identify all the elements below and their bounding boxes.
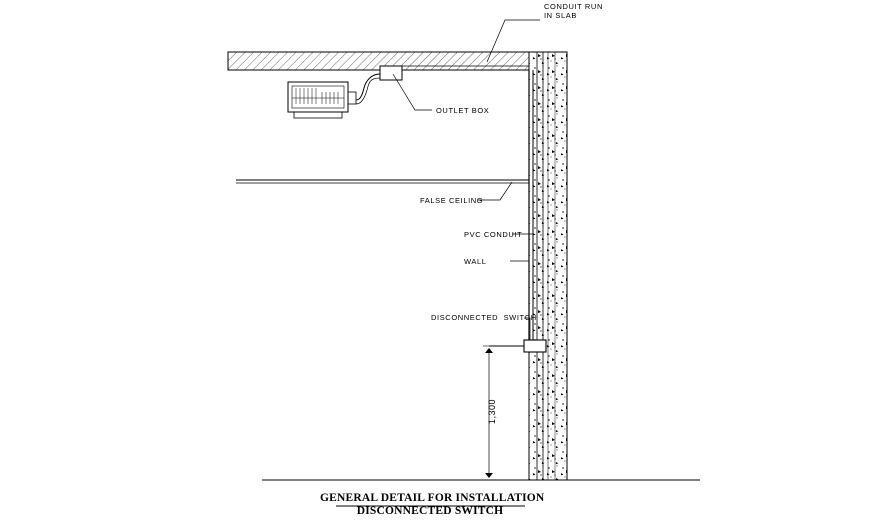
flexible-conduit-whip bbox=[356, 74, 380, 104]
slab-section bbox=[228, 52, 529, 70]
disconnected-switch-box bbox=[489, 340, 546, 352]
drawing-title-line2: DISCONNECTED SWITCH bbox=[356, 505, 504, 517]
label-outlet-box: OUTLET BOX bbox=[436, 106, 490, 115]
dimension-label-1300: 1,300 bbox=[487, 398, 497, 424]
wall-section bbox=[529, 52, 567, 480]
label-disconnected-switch: DISCONNECTED SWITCH bbox=[431, 313, 537, 322]
label-false-ceiling: FALSE CEILING bbox=[420, 196, 484, 205]
false-ceiling bbox=[236, 180, 529, 183]
label-pvc-conduit: PVC CONDUIT bbox=[464, 230, 523, 239]
outlet-box bbox=[380, 66, 402, 80]
label-conduit-run-in-slab-line2: IN SLAB bbox=[544, 11, 577, 20]
drawing-title-line1: GENERAL DETAIL FOR INSTALLATION bbox=[320, 492, 545, 504]
light-fixture bbox=[288, 82, 356, 118]
label-conduit-run-in-slab: CONDUIT RUN bbox=[544, 2, 603, 11]
label-wall: WALL bbox=[464, 257, 487, 266]
